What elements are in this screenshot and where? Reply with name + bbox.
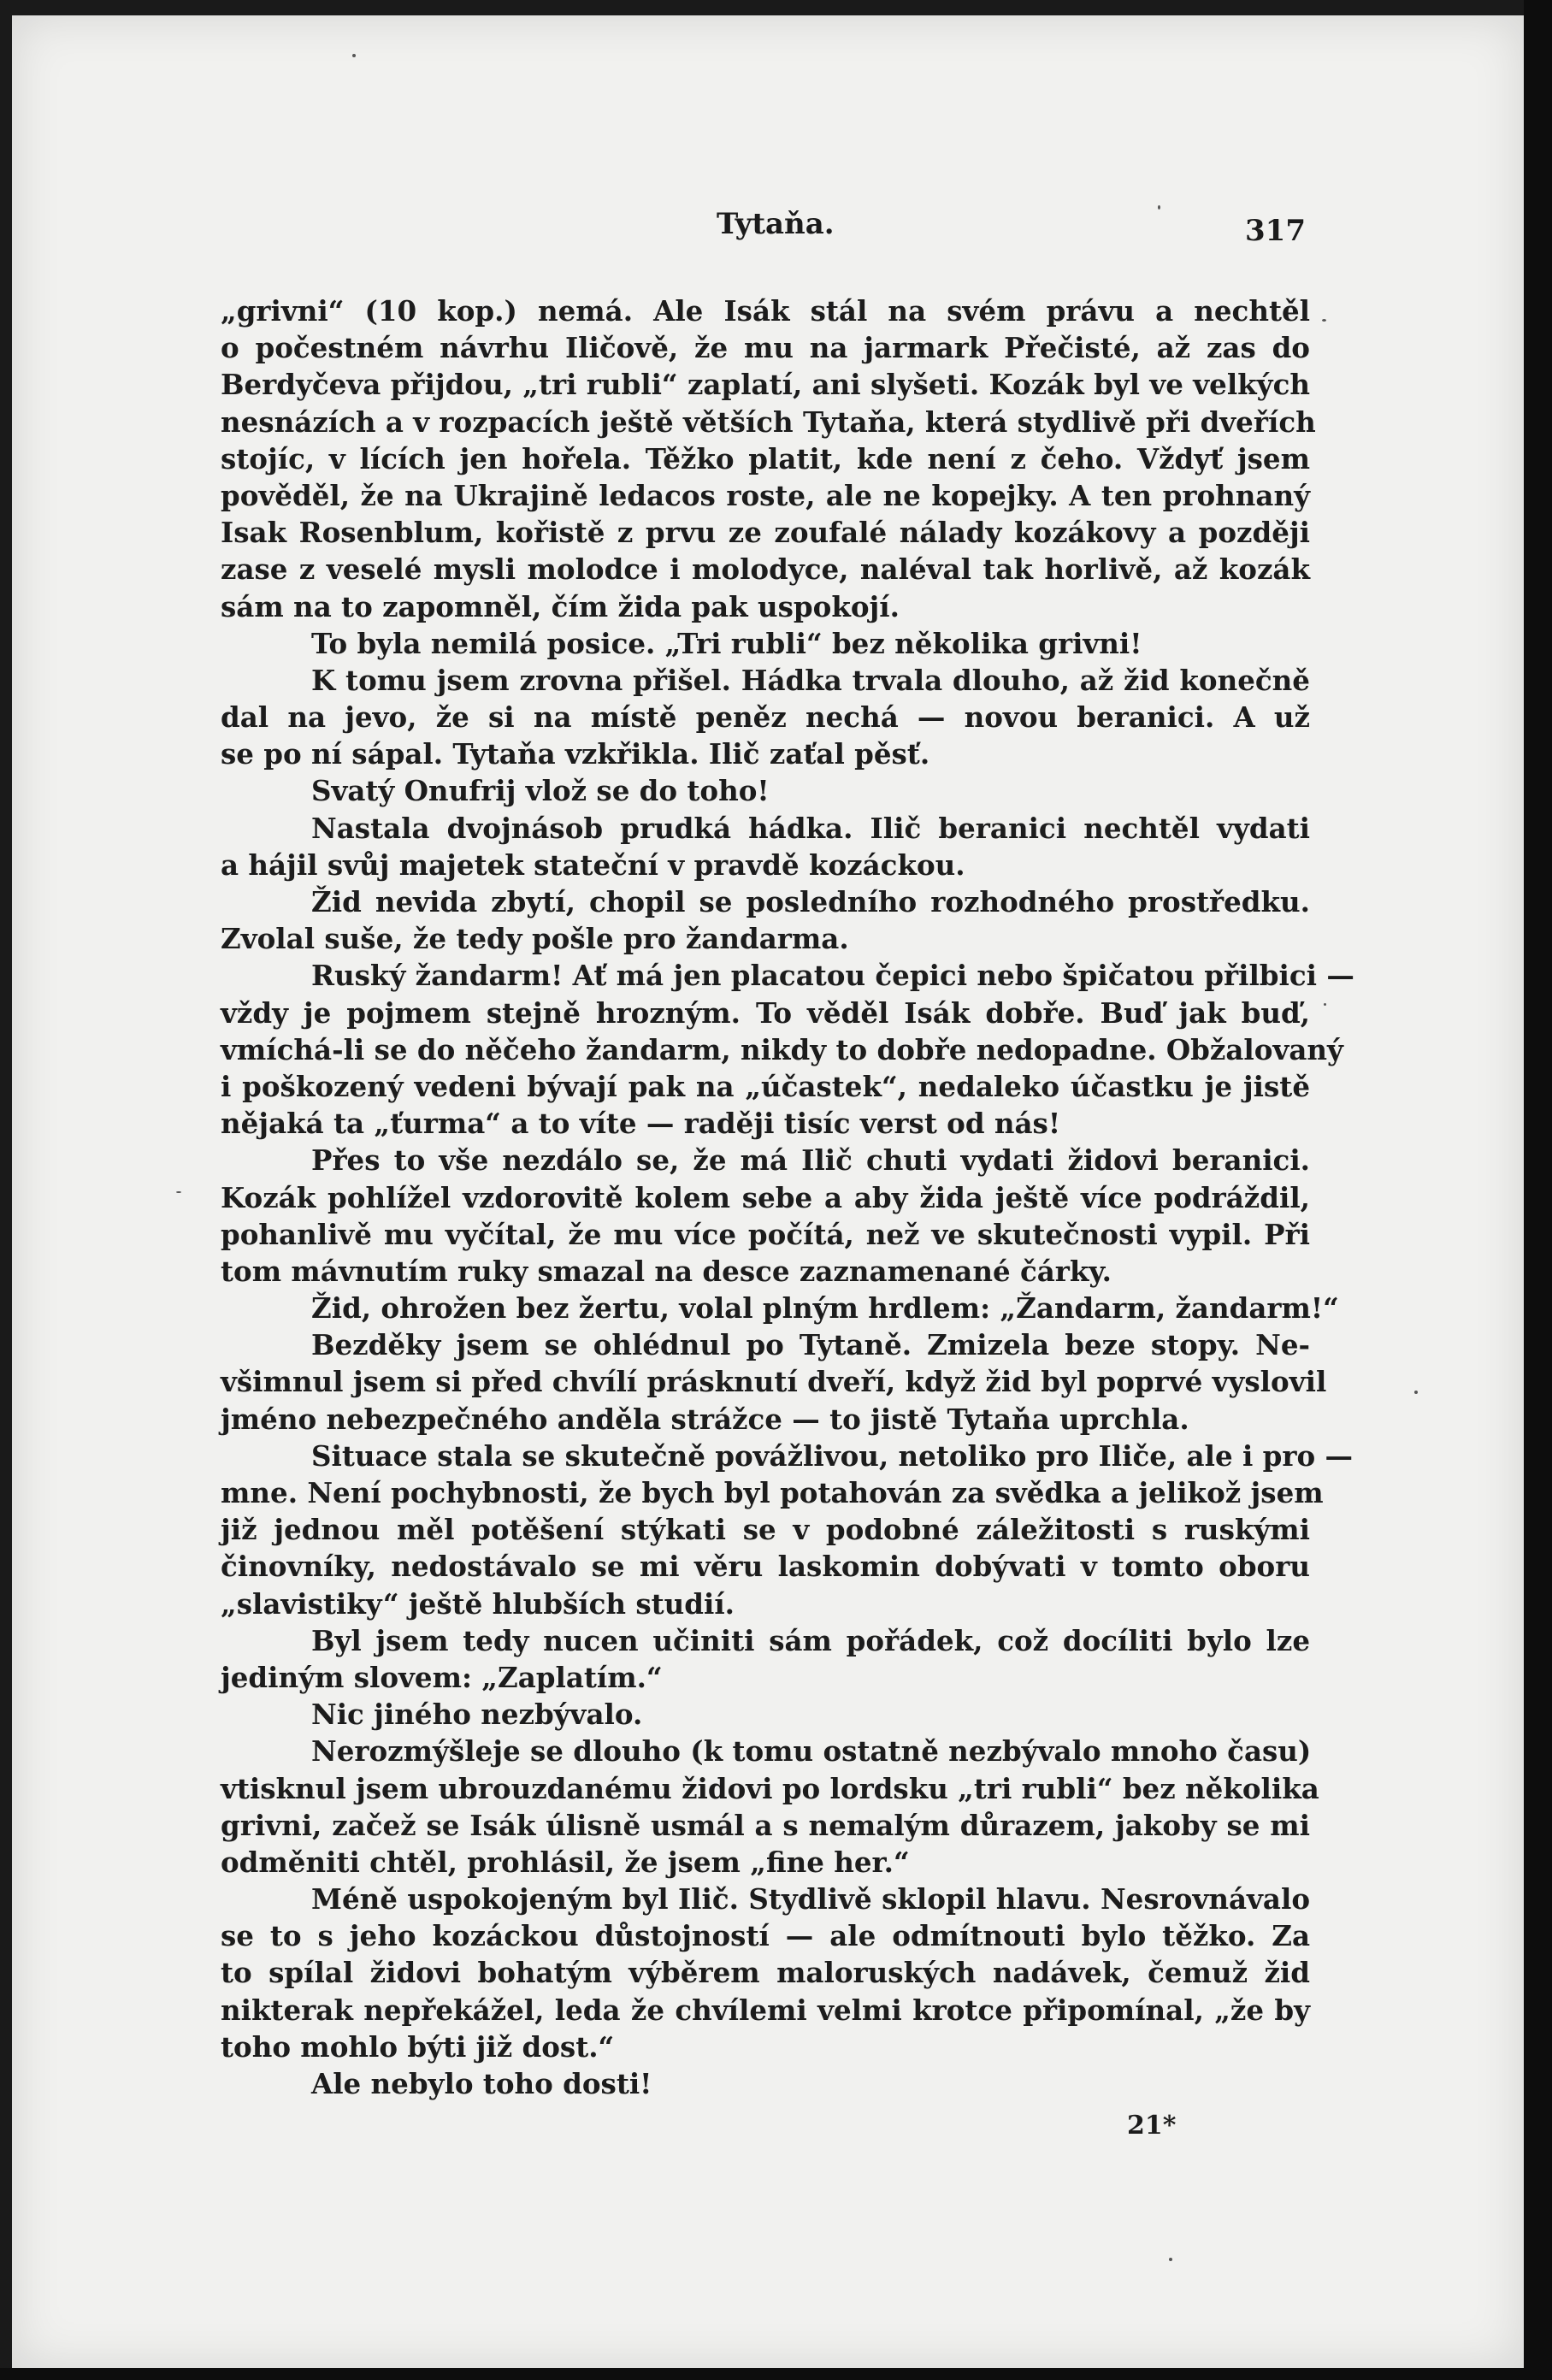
text-line: vždy je pojmem stejně hrozným. To věděl Isák dobře. Buď jak buď, [221,995,1310,1030]
text-line: nikterak nepřekážel, leda že chvílemi velmi krotce připomínal, „že by [221,1993,1310,2027]
text-line: dal na jevo, že si na místě peněz nechá — novou beranici. A už [221,700,1310,735]
text-line: Nerozmýšleje se dlouho (k tomu ostatně nezbývalo mnoho času) [311,1734,1312,1769]
text-line: Isak Rosenblum, kořistě z prvu ze zoufalé nálady kozákovy a později [221,516,1310,550]
text-line: všimnul jsem si před chvílí prásknutí dveří, když žid byl poprvé vyslovil [221,1365,1327,1399]
running-header-title: Tytaňa. [717,207,835,241]
print-speck [1322,319,1326,322]
text-line: K tomu jsem zrovna přišel. Hádka trvala dlouho, až žid konečně [311,663,1310,697]
scan-border-right [1524,0,1552,2380]
text-line: mne. Není pochybnosti, že bych byl potahován za svědka a jelikož jsem [221,1476,1324,1509]
text-line: To byla nemilá posice. „Tri rubli“ bez několika grivni! [311,626,1142,660]
print-speck [1169,2258,1172,2261]
text-line: nějaká ta „ťurma“ a to víte — raději tisíc verst od nás! [221,1107,1061,1141]
print-speck [1414,1391,1418,1394]
text-line: a hájil svůj majetek stateční v pravdě kozáckou. [221,847,965,882]
text-line: „grivni“ (10 kop.) nemá. Ale Isák stál na svém právu a nechtěl [221,294,1310,328]
text-line: Přes to vše nezdálo se, že má Ilič chuti vydati židovi beranici. [311,1143,1310,1178]
text-line: Svatý Onufrij vlož se do toho! [311,774,770,808]
text-line: Nic jiného nezbývalo. [311,1698,643,1732]
text-line: Berdyčeva přijdou, „tri rubli“ zaplatí, ani slyšeti. Kozák byl ve velkých [221,368,1310,402]
body-text [221,292,1354,2102]
text-line: pověděl, že na Ukrajině ledacos roste, ale ne kopejky. A ten prohnaný [221,478,1310,512]
text-line: pohanlivě mu vyčítal, že mu více počítá, než ve skutečnosti vypil. Při [221,1217,1310,1251]
print-speck [1158,205,1160,210]
print-speck [1324,1003,1326,1006]
text-line: sám na to zapomněl, čím žida pak uspokojí. [221,589,900,623]
text-line: Nastala dvojnásob prudká hádka. Ilič beranici nechtěl vydati [311,811,1310,845]
text-line: Situace stala se skutečně povážlivou, netoliko pro Iliče, ale i pro — [311,1438,1353,1473]
text-line: se po ní sápal. Tytaňa vzkřikla. Ilič zaťal pěsť. [221,737,930,771]
text-line: to spílal židovi bohatým výběrem maloruských nadávek, čemuž žid [221,1956,1310,1990]
text-line: jméno nebezpečného anděla strážce — to jistě Tytaňa uprchla. [221,1402,1189,1436]
text-line: vmíchá-li se do něčeho žandarm, nikdy to dobře nedopadne. Obžalovaný [221,1032,1343,1066]
text-line: již jednou měl potěšení stýkati se v podobné záležitosti s ruskými [221,1513,1310,1547]
text-line: Žid nevida zbytí, chopil se posledního rozhodného prostředku. [311,885,1310,918]
text-line: grivni, začež se Isák úlisně usmál a s nemalým důrazem, jakoby se mi [221,1808,1310,1842]
print-speck [352,54,356,57]
text-line: jediným slovem: „Zaplatím.“ [221,1660,663,1694]
text-line: i poškozený vedeni bývají pak na „účastek“, nedaleko účastku je jistě [221,1069,1310,1103]
text-line: Ale nebylo toho dosti! [311,2067,652,2100]
text-line: o počestném návrhu Iličově, že mu na jarmark Přečisté, až zas do [221,331,1310,365]
text-line: činovníky, nedostávalo se mi věru laskomin dobývati v tomto oboru [221,1550,1310,1584]
text-line: stojíc, v lících jen hořela. Těžko platit, kde není z čeho. Vždyť jsem [221,441,1310,475]
text-line: nesnázích a v rozpacích ještě větších Tytaňa, která stydlivě při dveřích [221,405,1316,439]
text-line: zase z veselé mysli molodce i molodyce, naléval tak horlivě, až kozák [221,552,1310,587]
print-speck [176,1191,181,1193]
text-line: „slavistiky“ ještě hlubších studií. [221,1586,735,1621]
scan-border-bottom [0,2368,1552,2380]
text-line: toho mohlo býti již dost.“ [221,2029,615,2064]
text-line: Kozák pohlížel vzdorovitě kolem sebe a aby žida ještě více podráždil, [221,1180,1310,1214]
signature-mark: 21* [1127,2111,1177,2141]
text-line: Ruský žandarm! Ať má jen placatou čepici nebo špičatou přilbici — [311,959,1354,993]
text-line: se to s jeho kozáckou důstojností — ale odmítnouti bylo těžko. Za [221,1919,1310,1953]
text-line: Bezděky jsem se ohlédnul po Tytaně. Zmizela beze stopy. Ne- [311,1328,1310,1362]
text-line: odměniti chtěl, prohlásil, že jsem „fine her.“ [221,1845,910,1879]
text-line: Méně uspokojeným byl Ilič. Stydlivě sklopil hlavu. Nesrovnávalo [311,1882,1310,1916]
text-line: Žid, ohrožen bez žertu, volal plným hrdlem: „Žandarm, žandarm!“ [311,1291,1339,1326]
text-line: vtisknul jsem ubrouzdanému židovi po lordsku „tri rubli“ bez několika [221,1771,1319,1805]
text-line: Byl jsem tedy nucen učiniti sám pořádek, což docíliti bylo lze [311,1623,1310,1657]
text-line: Zvolal suše, že tedy pošle pro žandarma. [221,922,849,956]
page-number: 317 [1245,214,1306,248]
text-line: tom mávnutím ruky smazal na desce zaznamenané čárky. [221,1254,1112,1288]
